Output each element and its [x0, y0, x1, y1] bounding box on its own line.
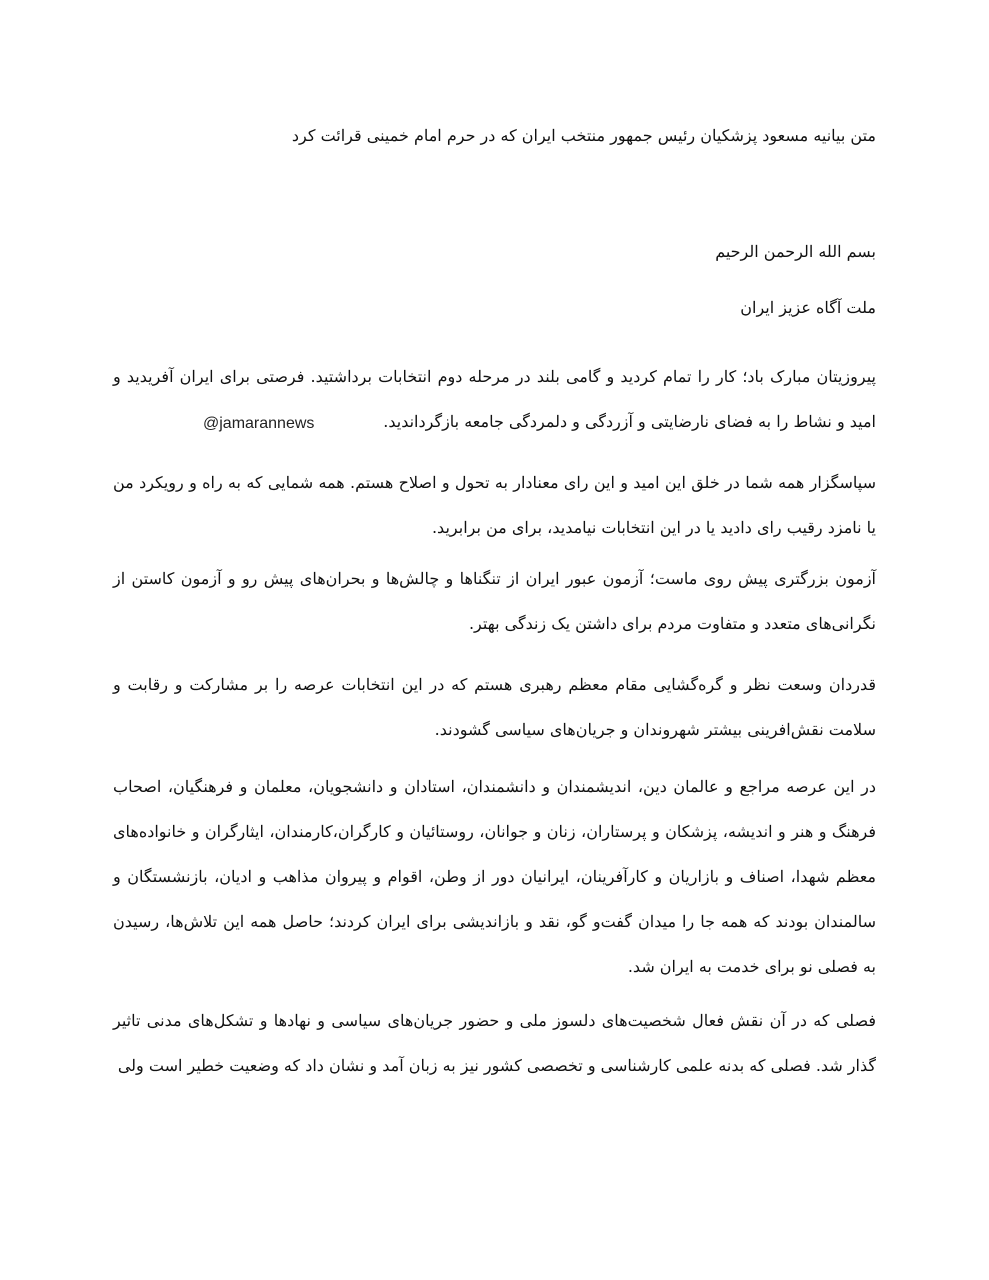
paragraph-3: آزمون بزرگتری پیش روی ماست؛ آزمون عبور ایران از تنگناها و چالش‌ها و بحران‌های پیش رو و آزمون کاستن از نگرانی‌های متعدد و متفاوت مردم برای داشتن یک زندگی بهتر.	[113, 569, 876, 633]
paragraph-4: قدردان وسعت نظر و گره‌گشایی مقام معظم رهبری هستم که در این انتخابات عرصه را بر مشارکت و رقابت و سلامت نقش‌افرینی بیشتر شهروندان و جریان‌های سیاسی گشودند.	[113, 675, 877, 739]
basmala: بسم الله الرحمن الرحیم	[715, 242, 876, 261]
salutation: ملت آگاه عزیز ایران	[740, 298, 876, 317]
paragraph-2: سپاسگزار همه شما در خلق این امید و این رای معنادار به تحول و اصلاح هستم. همه شمایی که به راه و رویکرد من یا نامزد رقیب رای دادید یا در این انتخابات نیامدید، برای من برابرید.	[113, 473, 876, 537]
paragraph-1: پیروزیتان مبارک باد؛ کار را تمام کردید و گامی بلند در مرحله دوم انتخابات برداشتید. فرصتی برای ایران آفریدید و امید و نشاط را به فضای نارضایتی و آزردگی و دلمردگی جامعه بازگرداندید.	[113, 367, 876, 431]
paragraph-6: فصلی که در آن نقش فعال شخصیت‌های دلسوز ملی و حضور جریان‌های سیاسی و نهادها و تشکل‌های مدنی تاثیر گذار شد. فصلی که بدنه علمی کارشناسی و تخصصی کشور نیز به زبان آمد و نشان داد که وضعیت خطیر است ولی	[113, 1011, 876, 1075]
document-title: متن بیانیه مسعود پزشکیان رئیس جمهور منتخب ایران که در حرم امام خمینی قرائت کرد	[291, 126, 876, 145]
paragraph-5: در این عرصه مراجع و عالمان دین، اندیشمندان و دانشمندان، استادان و دانشجویان، معلمان و فرهنگیان، اصحاب فرهنگ و هنر و اندیشه، پزشکان و پرستاران، زنان و جوانان، روستائیان و کارگران،کارمندان، ایثارگران و خانواده‌های معظم شهدا، اصناف و بازاریان و کارآفرینان، ایرانیان دور از وطن، اقوام و پیروان مذاهب و ادیان، بازنشستگان و سالمندان بودند که همه جا را میدان گفت‌و گو، نقد و بازاندیشی برای ایران کردند؛ حاصل همه این تلاش‌ها، رسیدن به فصلی نو برای خدمت به ایران شد.	[113, 777, 876, 976]
watermark-handle: @jamarannews	[203, 415, 315, 432]
